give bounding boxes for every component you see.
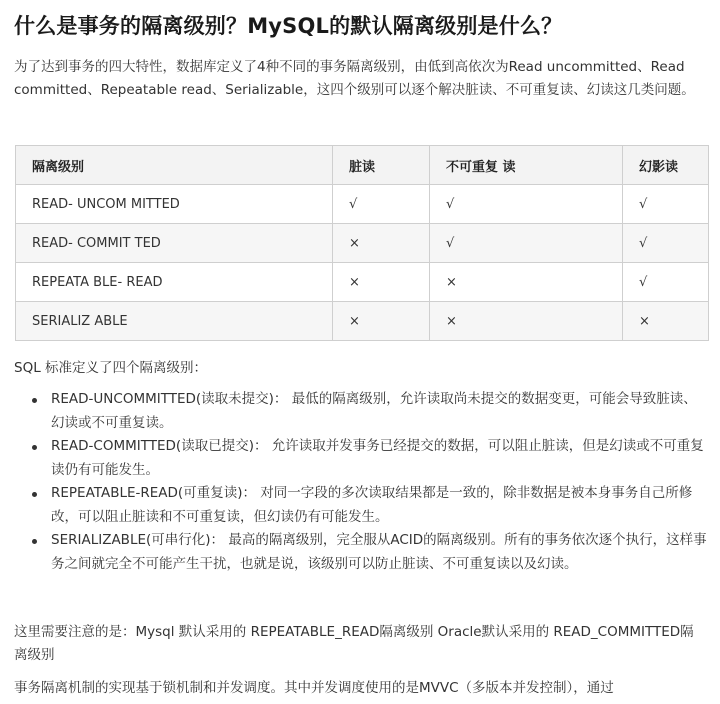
list-item [14,388,710,435]
phantom-read-cell: √ [623,224,709,263]
list-item-text: SERIALIZABLE(可串行化)： 最高的隔离级别，完全服从ACID的隔离级别。所有的事务依次逐个执行，这样事务之间就完全不可能产生干扰，也就是说，该级别可以防止脏读、不可重复读以及幻读。 [51,532,707,572]
page-title: 什么是事务的隔离级别？MySQL的默认隔离级别是什么？ [14,14,563,38]
dirty-read-cell: × [333,224,430,263]
bullet-icon [32,492,37,497]
standard-intro: SQL 标准定义了四个隔离级别： [14,360,208,376]
default-level-note: 这里需要注意的是：Mysql 默认采用的 REPEATABLE_READ隔离级别 Oracle默认采用的 READ_COMMITTED隔离级别 [14,624,694,663]
table-row [16,224,709,263]
table-row [16,185,709,224]
level-cell: READ- UNCOM MITTED [16,185,333,224]
list-item [14,529,710,576]
list-item-text: READ-UNCOMMITTED(读取未提交)： 最低的隔离级别，允许读取尚未提交的数据变更，可能会导致脏读、幻读或不可重复读。 [51,391,697,431]
phantom-read-cell: √ [623,185,709,224]
header-isolation-level: 隔离级别 [16,146,333,185]
non-repeatable-read-cell: × [430,263,623,302]
list-item [14,482,710,529]
table-row [16,263,709,302]
table-header-row [16,146,709,185]
isolation-level-list [14,388,710,576]
list-item-text: READ-COMMITTED(读取已提交)： 允许读取并发事务已经提交的数据，可以阻止脏读，但是幻读或不可重复读仍有可能发生。 [51,438,704,478]
dirty-read-cell: × [333,302,430,341]
header-non-repeatable-read: 不可重复 读 [430,146,623,185]
bullet-icon [32,445,37,450]
non-repeatable-read-cell: √ [430,224,623,263]
list-item [14,435,710,482]
header-dirty-read: 脏读 [333,146,430,185]
non-repeatable-read-cell: × [430,302,623,341]
intro-paragraph: 为了达到事务的四大特性，数据库定义了4种不同的事务隔离级别，由低到高依次为Read uncommitted、Read committed、Repeatable read、Serializable，这四个级别可以逐个解决脏读、不可重复读、幻读这几类问题。 [14,59,695,98]
phantom-read-cell: √ [623,263,709,302]
dirty-read-cell: √ [333,185,430,224]
list-item-text: REPEATABLE-READ(可重复读)： 对同一字段的多次读取结果都是一致的，除非数据是被本身事务自己所修改，可以阻止脏读和不可重复读，但幻读仍有可能发生。 [51,485,693,525]
level-cell: REPEATA BLE- READ [16,263,333,302]
non-repeatable-read-cell: √ [430,185,623,224]
level-cell: READ- COMMIT TED [16,224,333,263]
header-phantom-read: 幻影读 [623,146,709,185]
isolation-level-table [15,145,709,341]
mechanism-paragraph: 事务隔离机制的实现基于锁机制和并发调度。其中并发调度使用的是MVVC（多版本并发控制），通过 [14,680,614,696]
bullet-icon [32,398,37,403]
bullet-icon [32,539,37,544]
phantom-read-cell: × [623,302,709,341]
dirty-read-cell: × [333,263,430,302]
level-cell: SERIALIZ ABLE [16,302,333,341]
table-row [16,302,709,341]
